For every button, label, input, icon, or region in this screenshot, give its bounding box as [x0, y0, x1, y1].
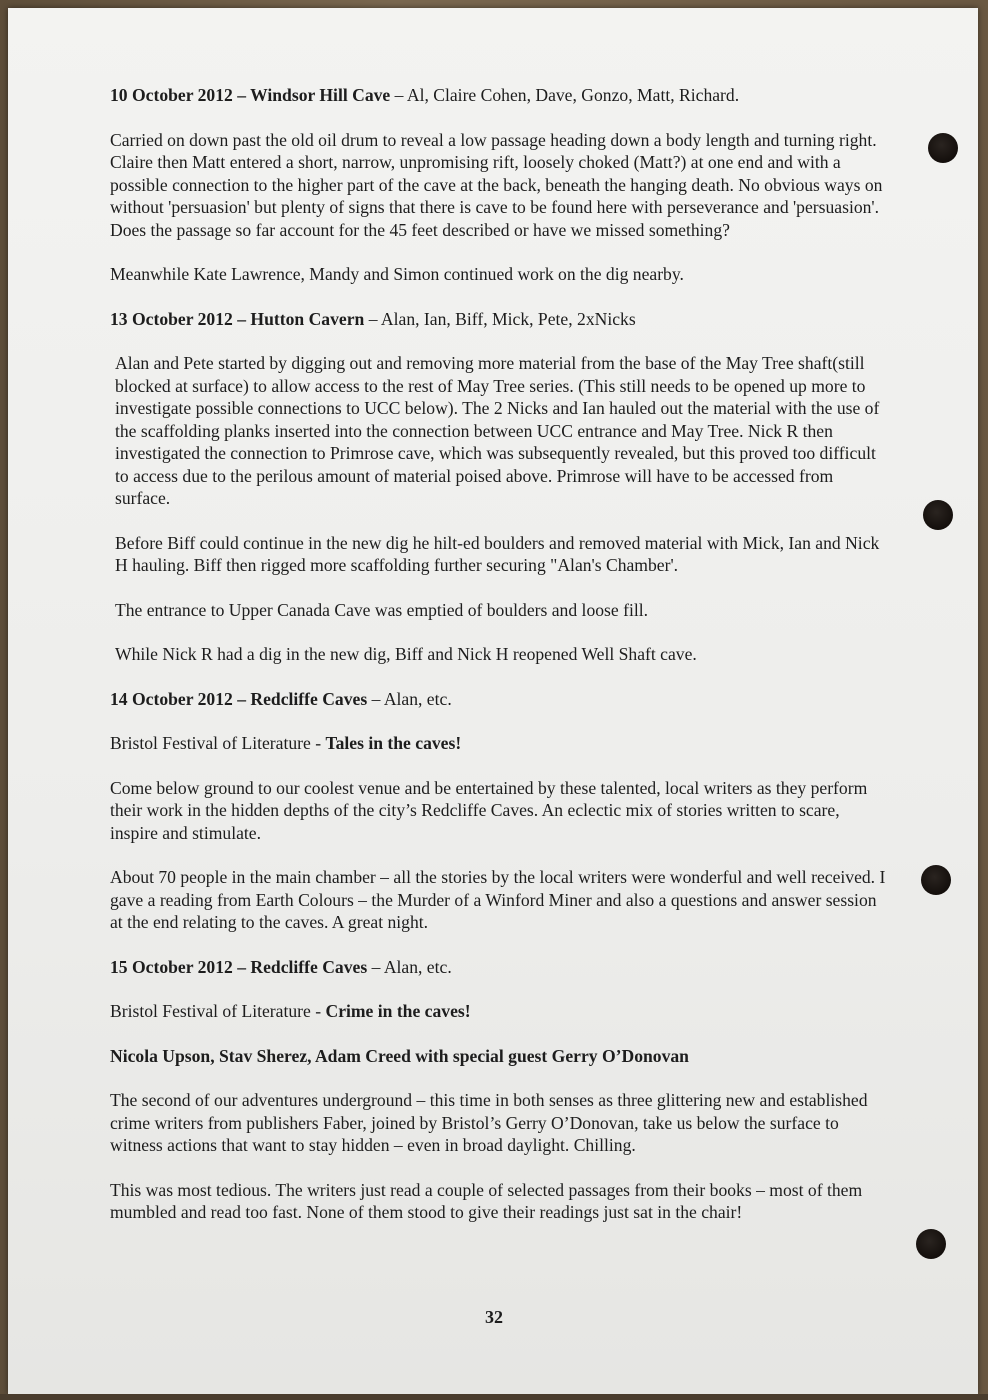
entry-heading: 14 October 2012 – Redcliffe Caves – Alan, etc. [110, 688, 452, 709]
entry-paragraph: This was most tedious. The writers just read a couple of selected passages from their books – most of them mumbled and read too fast. None of them stood to give their readings just sat in the chair! [110, 1179, 863, 1222]
punch-hole [921, 865, 951, 895]
entry-paragraph: About 70 people in the main chamber – all the stories by the local writers were wonderful and well received. I gave a reading from Earth Colours – the Murder of a Winford Miner and also a questions and answer session at the end relating to the caves. A great night. [110, 867, 886, 932]
punch-hole [923, 500, 953, 530]
document-body [110, 84, 890, 1246]
punch-hole [916, 1229, 946, 1259]
guest-line: Nicola Upson, Stav Sherez, Adam Creed with special guest Gerry O’Donovan [110, 1045, 689, 1066]
entry-paragraph: Meanwhile Kate Lawrence, Mandy and Simon continued work on the dig nearby. [110, 264, 684, 284]
entry-location: Redcliffe Caves [250, 688, 368, 709]
entry-date: 10 October 2012 [110, 85, 233, 105]
entry-paragraph: Come below ground to our coolest venue and be entertained by these talented, local writers as they perform their work in the hidden depths of the city’s Redcliffe Caves. An eclectic mix of stories written to scare, inspire and stimulate. [110, 777, 868, 843]
entry-people: Alan, Ian, Biff, Mick, Pete, 2xNicks [380, 308, 636, 329]
entry-paragraph: While Nick R had a dig in the new dig, Biff and Nick H reopened Well Shaft cave. [115, 644, 697, 664]
festival-event: Crime in the caves! [325, 1001, 471, 1021]
entry-people: Alan, etc. [383, 956, 452, 977]
entry-location: Redcliffe Caves [250, 956, 368, 977]
entry-location: Hutton Cavern [250, 308, 365, 329]
festival-line: Bristol Festival of Literature - Tales in the caves! [110, 733, 462, 753]
entry-paragraph: The entrance to Upper Canada Cave was emptied of boulders and loose fill. [115, 599, 649, 620]
page-number: 32 [485, 1307, 503, 1327]
entry-date: 15 October 2012 [110, 956, 233, 977]
entry-heading: 15 October 2012 – Redcliffe Caves – Alan, etc. [110, 956, 452, 977]
festival-line: Bristol Festival of Literature - Crime in the caves! [110, 1001, 471, 1021]
entry-people: Alan, etc. [383, 688, 452, 709]
entry-paragraph: Before Biff could continue in the new dig he hilt-ed boulders and removed material with Mick, Ian and Nick H hauling. Biff then rigged more scaffolding further securing "Alan's Chamber'. [115, 532, 880, 575]
festival-event: Tales in the caves! [325, 733, 462, 753]
entry-people: Al, Claire Cohen, Dave, Gonzo, Matt, Richard. [406, 85, 740, 105]
punch-hole [928, 133, 958, 163]
entry-location: Windsor Hill Cave [250, 85, 391, 105]
entry-heading: 10 October 2012 – Windsor Hill Cave – Al, Claire Cohen, Dave, Gonzo, Matt, Richard. [110, 85, 740, 105]
entry-date: 14 October 2012 [110, 688, 233, 709]
entry-paragraph: Alan and Pete started by digging out and removing more material from the base of the May Tree shaft(still blocked at surface) to allow access to the rest of May Tree series. (This still needs to be opened up more to investigate possible connections to UCC below). The 2 Nicks and Ian hauled out the material with the use of the scaffolding planks inserted into the connection between UCC entrance and May Tree. Nick R then investigated the connection to Primrose cave, which was subsequently revealed, but this proved too difficult to access due to the perilous amount of material poised above. Primrose will have to be accessed from surface. [115, 353, 880, 508]
entry-date: 13 October 2012 [110, 308, 233, 329]
entry-paragraph: The second of our adventures underground – this time in both senses as three glittering new and established crime writers from publishers Faber, joined by Bristol’s Gerry O’Donovan, take us below the surface to witness actions that want to stay hidden – even in broad daylight. Chilling. [110, 1090, 868, 1155]
table-edge [0, 1394, 988, 1400]
entry-paragraph: Carried on down past the old oil drum to reveal a low passage heading down a body length and turning right. Claire then Matt entered a short, narrow, unpromising rift, loosely choked (Matt?) at one end and with a possible connection to the higher part of the cave at the back, beneath the hanging death. No obvious ways on without 'persuasion' but plenty of signs that there is cave to be found here with perseverance and 'persuasion'. Does the passage so far account for the 45 feet described or have we missed something? [110, 129, 883, 240]
entry-heading: 13 October 2012 – Hutton Cavern – Alan, Ian, Biff, Mick, Pete, 2xNicks [110, 308, 636, 329]
